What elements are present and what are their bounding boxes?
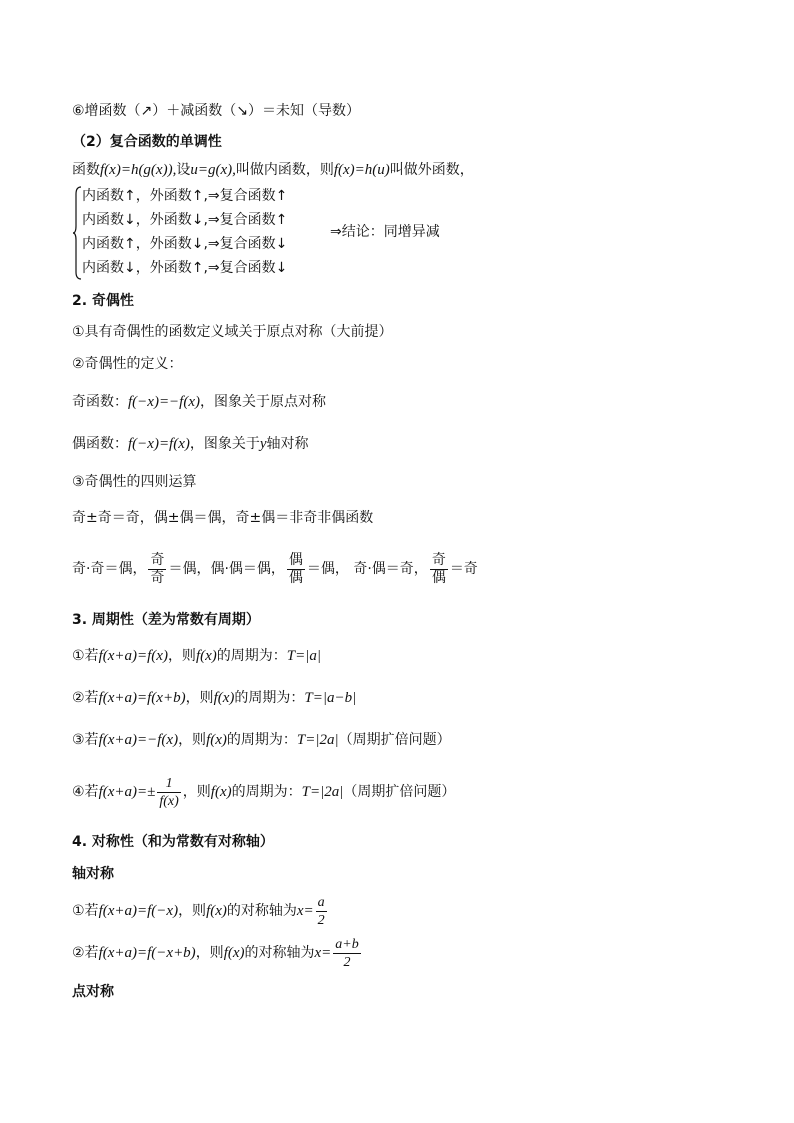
period-item: ①若f(x+a)=f(x)，则f(x)的周期为：T=|a| [72,648,321,664]
composite-heading: （2）复合函数的单调性 [72,134,222,150]
composite-def-text-a: 函数 [72,162,100,178]
symmetry-heading: 4. 对称性（和为常数有对称轴） [72,834,274,850]
case-row: 内函数↓，外函数↓,⇒复合函数↑ [82,212,288,228]
mul-text-c: ＝偶， 奇·偶＝奇， [306,561,428,577]
fraction-odd-odd: $\frac{\text{奇}}{\text{奇}}$ [150,551,165,586]
axis-symmetry-item-1: ①若f(x+a)=f(−x)，则f(x)的对称轴为x= $\frac{a}{2}$ [72,894,325,928]
cases-brace [72,186,82,280]
mul-text-a: 奇·奇＝偶， [72,561,147,577]
odd-desc: ，图象关于原点对称 [200,394,326,410]
composite-definition [72,160,474,180]
period-heading: 3. 周期性（差为常数有周期） [72,612,260,628]
fraction-one-over-fx: $\frac{1}{f(x)}$ [159,775,179,809]
fraction-a-plus-b-over-2: $\frac{a+b}{2}$ [335,936,359,970]
composite-def-text-g: 叫做外函数， [389,162,474,178]
even-function-definition [72,434,309,454]
mul-text-d: ＝奇 [449,561,478,577]
parity-item-1: ①具有奇偶性的函数定义域关于原点对称（大前提） [72,324,393,340]
rule-increasing-plus-decreasing: ⑥增函数（↗）＋减函数（↘）＝未知（导数） [72,103,361,119]
fraction-odd-even: $\frac{\text{奇}}{\text{偶}}$ [431,551,446,586]
mul-text-b: ＝偶，偶·偶＝偶， [168,561,285,577]
parity-add-rules: 奇±奇＝奇，偶±偶＝偶，奇±偶＝非奇非偶函数 [72,510,374,526]
composite-def-formula-3: f(x)=h(u) [333,162,390,178]
composite-def-formula-2: u=g(x), [190,162,236,178]
period-item: ②若f(x+a)=f(x+b)，则f(x)的周期为：T=|a−b| [72,690,357,706]
axis-symmetry-item-2: ②若f(x+a)=f(−x+b)，则f(x)的对称轴为x= $\frac{a+b}{2}$ [72,936,359,970]
odd-function-definition [72,392,326,412]
even-label: 偶函数： [72,436,128,452]
axis-symmetry-heading: 轴对称 [72,866,114,882]
even-desc-a: ，图象关于 [189,436,260,452]
fraction-a-over-2: $\frac{a}{2}$ [317,894,325,928]
parity-mul-rules [72,550,478,588]
odd-label: 奇函数： [72,394,128,410]
period-item-4: ④若f(x+a)=± $\frac{1}{f(x)}$ ，则f(x)的周期为：T=|2a|（周期扩倍问题） [72,775,456,809]
even-desc-y: y [259,436,267,452]
parity-heading: 2. 奇偶性 [72,293,134,309]
fraction-even-even: $\frac{\text{偶}}{\text{偶}}$ [288,551,303,586]
point-symmetry-heading: 点对称 [72,984,114,1000]
composite-conclusion: ⇒结论：同增异减 [330,224,440,240]
composite-def-text-c: 设 [176,162,191,178]
even-desc-b: 轴对称 [266,436,309,452]
even-formula: f(−x)=f(x) [128,436,190,452]
parity-item-2: ②奇偶性的定义： [72,356,183,372]
composite-def-text-e: 叫做内函数，则 [235,162,334,178]
case-row: 内函数↑，外函数↓,⇒复合函数↓ [82,236,288,252]
odd-formula: f(−x)=−f(x) [128,394,200,410]
period-item: ③若f(x+a)=−f(x)，则f(x)的周期为：T=|2a|（周期扩倍问题） [72,732,451,748]
parity-item-3: ③奇偶性的四则运算 [72,474,197,490]
case-row: 内函数↓，外函数↑,⇒复合函数↓ [82,260,288,276]
case-row: 内函数↑，外函数↑,⇒复合函数↑ [82,188,288,204]
composite-def-formula-1: f(x)=h(g(x)), [100,162,177,178]
